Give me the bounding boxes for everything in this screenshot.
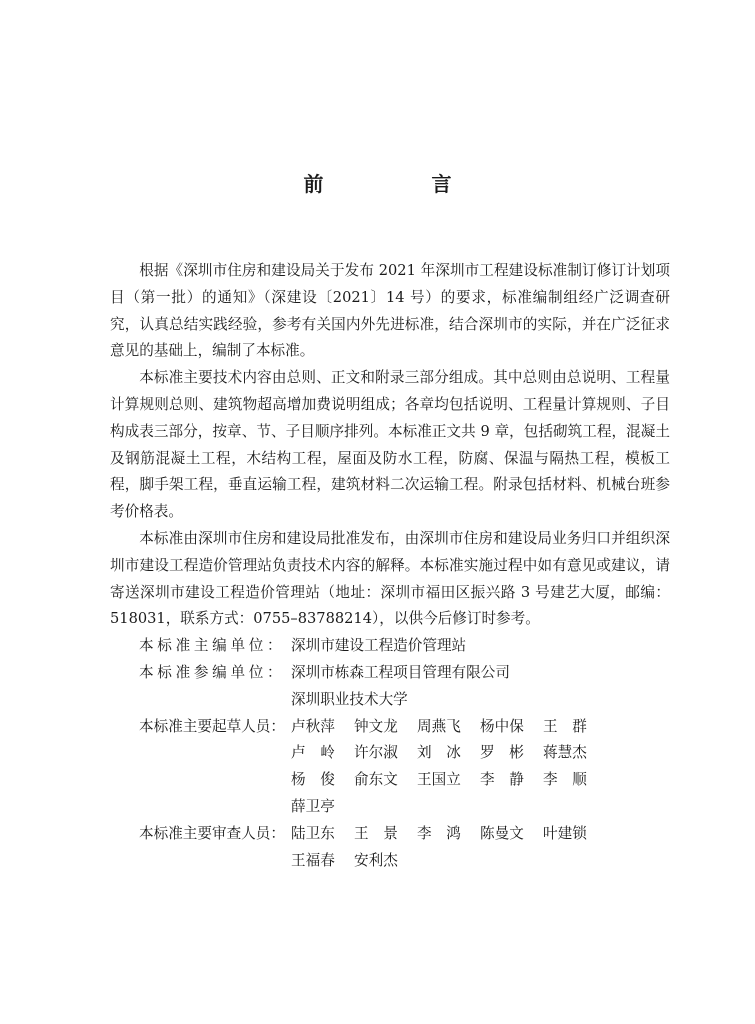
- person-name: 王国立: [417, 771, 461, 789]
- co-editors-row: [110, 660, 670, 714]
- name-line: [291, 821, 670, 848]
- person-name: 卢秋萍: [291, 717, 335, 735]
- preface-body: [110, 258, 670, 874]
- org-name: 深圳市建设工程造价管理站: [291, 637, 467, 655]
- org-name: 深圳职业技术大学: [291, 690, 408, 708]
- org-name: 深圳市栋森工程项目管理有限公司: [291, 663, 510, 681]
- person-name: 杨 俊: [291, 771, 335, 789]
- person-name: 王 群: [543, 717, 587, 735]
- person-name: 蒋慧杰: [543, 744, 587, 762]
- co-editors-orgs: [291, 660, 670, 714]
- person-name: 俞东文: [354, 771, 398, 789]
- person-name: 安利杰: [354, 851, 398, 869]
- person-name: 李 静: [480, 771, 524, 789]
- co-editors-label: 本标准参编单位：: [139, 663, 286, 681]
- drafters-label: 本标准主要起草人员：: [139, 717, 285, 735]
- paragraph: 本标准主要技术内容由总则、正文和附录三部分组成。其中总则由总说明、工程量计算规则总则、建筑物超高增加费说明组成；各章均包括说明、工程量计算规则、子目构成表三部分，按章、节、子目顺序排列。本标准正文共 9 章，包括砌筑工程，混凝土及钢筋混凝土工程，木结构工程，屋面及防水工程，防腐、保温与隔热工程，模板工程，脚手架工程，垂直运输工程，建筑材料二次运输工程。附录包括材料、机械台班参考价格表。: [110, 369, 670, 521]
- drafters-names: [291, 714, 670, 821]
- reviewers-row: [110, 821, 670, 875]
- person-name: 卢 岭: [291, 744, 335, 762]
- paragraph: 根据《深圳市住房和建设局关于发布 2021 年深圳市工程建设标准制订修订计划项目（第一批）的通知》（深建设〔2021〕14 号）的要求，标准编制组经广泛调查研究，认真总结实践经验，参考有关国内外先进标准，结合深圳市的实际，并在广泛征求意见的基础上，编制了本标准。: [110, 262, 670, 360]
- chief-editor-label: 本标准主编单位：: [139, 637, 286, 655]
- name-line: [291, 740, 670, 767]
- person-name: 叶建锁: [543, 824, 587, 842]
- person-name: 王福春: [291, 851, 335, 869]
- credits-section: [110, 633, 670, 874]
- reviewers-label: 本标准主要审查人员：: [139, 824, 285, 842]
- person-name: 陈曼文: [480, 824, 524, 842]
- person-name: 李 鸿: [417, 824, 461, 842]
- person-name: 许尔淑: [354, 744, 398, 762]
- person-name: 王 景: [354, 824, 398, 842]
- chief-editor-orgs: [291, 633, 670, 660]
- chief-editor-row: [110, 633, 670, 660]
- person-name: 罗 彬: [480, 744, 524, 762]
- person-name: 钟文龙: [354, 717, 398, 735]
- person-name: 周燕飞: [417, 717, 461, 735]
- name-line: [291, 794, 670, 821]
- reviewers-names: [291, 821, 670, 875]
- paragraph: 本标准由深圳市住房和建设局批准发布，由深圳市住房和建设局业务归口并组织深圳市建设工程造价管理站负责技术内容的解释。本标准实施过程中如有意见或建议，请寄送深圳市建设工程造价管理站（地址：深圳市福田区振兴路 3 号建艺大厦，邮编：518031，联系方式：0755–83788214），以供今后修订时参考。: [110, 529, 670, 628]
- name-line: [291, 714, 670, 741]
- person-name: 李 顺: [543, 771, 587, 789]
- person-name: 陆卫东: [291, 824, 335, 842]
- person-name: 薛卫亭: [291, 797, 335, 815]
- person-name: 杨中保: [480, 717, 524, 735]
- drafters-row: [110, 714, 670, 821]
- person-name: 刘 冰: [417, 744, 461, 762]
- page-title: 前 言: [303, 172, 496, 196]
- name-line: [291, 848, 670, 875]
- name-line: [291, 767, 670, 794]
